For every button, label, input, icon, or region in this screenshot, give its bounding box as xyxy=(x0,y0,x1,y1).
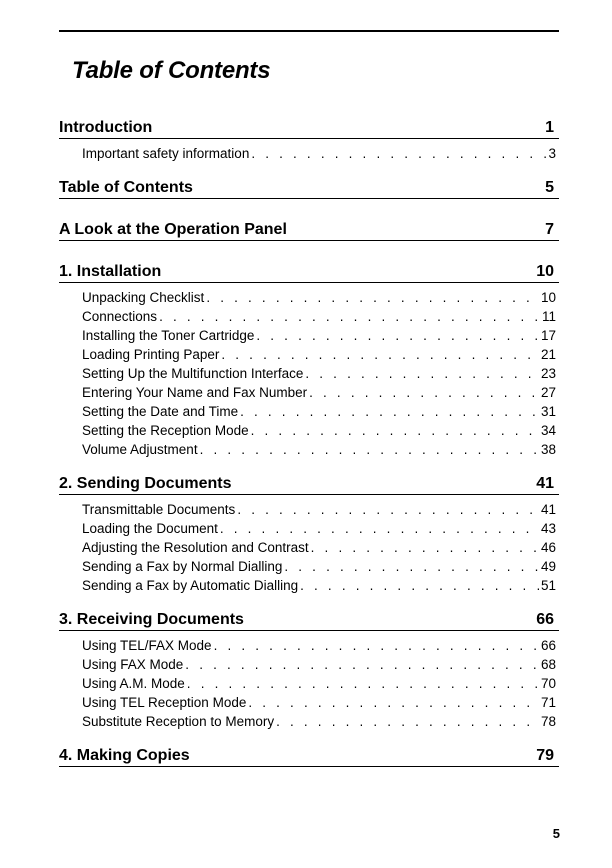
section-heading-link[interactable] xyxy=(59,177,559,199)
toc-entry-link[interactable] xyxy=(59,288,559,307)
section-heading-link[interactable] xyxy=(59,745,559,767)
entry-page-number: 3 xyxy=(548,146,556,161)
toc-entry-link[interactable] xyxy=(59,712,559,731)
entry-page-number: 51 xyxy=(540,578,556,593)
toc-entry-link[interactable] xyxy=(59,364,559,383)
dot-leader xyxy=(159,307,540,326)
dot-leader xyxy=(251,144,546,163)
toc-entry-link[interactable] xyxy=(59,326,559,345)
toc-entry-link[interactable] xyxy=(59,576,559,595)
toc-entry-link[interactable] xyxy=(59,674,559,693)
entry-label: Using A.M. Mode xyxy=(82,676,185,691)
entry-label: Installing the Toner Cartridge xyxy=(82,328,255,343)
top-rule xyxy=(59,30,559,32)
entry-page-number: 78 xyxy=(540,714,556,729)
section-page-number: 41 xyxy=(536,475,554,492)
section-heading-link[interactable] xyxy=(59,117,559,139)
section-heading-link[interactable] xyxy=(59,219,559,241)
entry-page-number: 31 xyxy=(540,404,556,419)
section-heading-link[interactable] xyxy=(59,261,559,283)
section-page-number: 5 xyxy=(545,179,554,196)
dot-leader xyxy=(220,519,539,538)
entry-list xyxy=(59,139,559,163)
toc-section xyxy=(59,177,559,199)
entry-label: Using TEL Reception Mode xyxy=(82,695,247,710)
page-title: Table of Contents xyxy=(72,57,271,84)
toc-entry-link[interactable] xyxy=(59,307,559,326)
toc-section xyxy=(59,473,559,595)
dot-leader xyxy=(206,288,539,307)
section-title: Introduction xyxy=(59,119,153,136)
entry-label: Volume Adjustment xyxy=(82,442,198,457)
toc-entry-link[interactable] xyxy=(59,440,559,459)
section-page-number: 66 xyxy=(536,611,554,628)
toc-entry-link[interactable] xyxy=(59,519,559,538)
entry-label: Substitute Reception to Memory xyxy=(82,714,275,729)
toc-entry-link[interactable] xyxy=(59,500,559,519)
toc-entry-link[interactable] xyxy=(59,636,559,655)
dot-leader xyxy=(251,421,539,440)
toc-section xyxy=(59,745,559,767)
entry-list xyxy=(59,495,559,595)
entry-page-number: 49 xyxy=(540,559,556,574)
dot-leader xyxy=(240,402,539,421)
entry-page-number: 43 xyxy=(540,521,556,536)
section-heading-link[interactable] xyxy=(59,609,559,631)
section-page-number: 10 xyxy=(536,263,554,280)
entry-page-number: 46 xyxy=(540,540,556,555)
entry-page-number: 11 xyxy=(541,309,556,324)
entry-page-number: 34 xyxy=(540,423,556,438)
dot-leader xyxy=(200,440,539,459)
entry-page-number: 70 xyxy=(540,676,556,691)
section-page-number: 1 xyxy=(545,119,554,136)
entry-label: Adjusting the Resolution and Contrast xyxy=(82,540,309,555)
entry-label: Transmittable Documents xyxy=(82,502,236,517)
entry-label: Sending a Fax by Normal Dialling xyxy=(82,559,283,574)
dot-leader xyxy=(276,712,539,731)
entry-label: Unpacking Checklist xyxy=(82,290,205,305)
toc-section xyxy=(59,261,559,459)
entry-page-number: 21 xyxy=(540,347,556,362)
entry-page-number: 41 xyxy=(540,502,556,517)
dot-leader xyxy=(248,693,539,712)
entry-label: Entering Your Name and Fax Number xyxy=(82,385,308,400)
entry-label: Setting the Date and Time xyxy=(82,404,239,419)
entry-label: Using FAX Mode xyxy=(82,657,184,672)
entry-page-number: 71 xyxy=(540,695,556,710)
toc-entry-link[interactable] xyxy=(59,345,559,364)
dot-leader xyxy=(221,345,539,364)
entry-label: Important safety information xyxy=(82,146,250,161)
section-title: 2. Sending Documents xyxy=(59,475,232,492)
dot-leader xyxy=(256,326,539,345)
entry-page-number: 66 xyxy=(540,638,556,653)
section-title: Table of Contents xyxy=(59,179,193,196)
entry-list xyxy=(59,631,559,731)
toc-section xyxy=(59,219,559,241)
entry-label: Loading Printing Paper xyxy=(82,347,220,362)
section-title: A Look at the Operation Panel xyxy=(59,221,287,238)
entry-page-number: 68 xyxy=(540,657,556,672)
entry-page-number: 10 xyxy=(540,290,556,305)
toc-entry-link[interactable] xyxy=(59,144,559,163)
toc-entry-link[interactable] xyxy=(59,383,559,402)
page-number: 5 xyxy=(552,826,560,841)
toc-entry-link[interactable] xyxy=(59,538,559,557)
table-of-contents xyxy=(59,117,559,787)
section-title: 3. Receiving Documents xyxy=(59,611,244,628)
section-title: 4. Making Copies xyxy=(59,747,190,764)
dot-leader xyxy=(309,383,539,402)
dot-leader xyxy=(311,538,539,557)
section-page-number: 79 xyxy=(536,747,554,764)
dot-leader xyxy=(300,576,539,595)
entry-page-number: 23 xyxy=(540,366,556,381)
toc-entry-link[interactable] xyxy=(59,655,559,674)
dot-leader xyxy=(214,636,539,655)
entry-label: Loading the Document xyxy=(82,521,218,536)
entry-label: Sending a Fax by Automatic Dialling xyxy=(82,578,299,593)
section-page-number: 7 xyxy=(545,221,554,238)
dot-leader xyxy=(284,557,539,576)
toc-entry-link[interactable] xyxy=(59,421,559,440)
section-heading-link[interactable] xyxy=(59,473,559,495)
entry-label: Using TEL/FAX Mode xyxy=(82,638,212,653)
entry-list xyxy=(59,283,559,459)
toc-entry-link[interactable] xyxy=(59,557,559,576)
toc-section xyxy=(59,609,559,731)
dot-leader xyxy=(305,364,539,383)
entry-label: Setting Up the Multifunction Interface xyxy=(82,366,304,381)
dot-leader xyxy=(185,655,539,674)
toc-entry-link[interactable] xyxy=(59,693,559,712)
toc-entry-link[interactable] xyxy=(59,402,559,421)
toc-section xyxy=(59,117,559,163)
dot-leader xyxy=(187,674,539,693)
dot-leader xyxy=(237,500,539,519)
entry-page-number: 17 xyxy=(540,328,556,343)
section-title: 1. Installation xyxy=(59,263,162,280)
entry-page-number: 27 xyxy=(540,385,556,400)
entry-page-number: 38 xyxy=(540,442,556,457)
entry-label: Setting the Reception Mode xyxy=(82,423,249,438)
entry-label: Connections xyxy=(82,309,158,324)
